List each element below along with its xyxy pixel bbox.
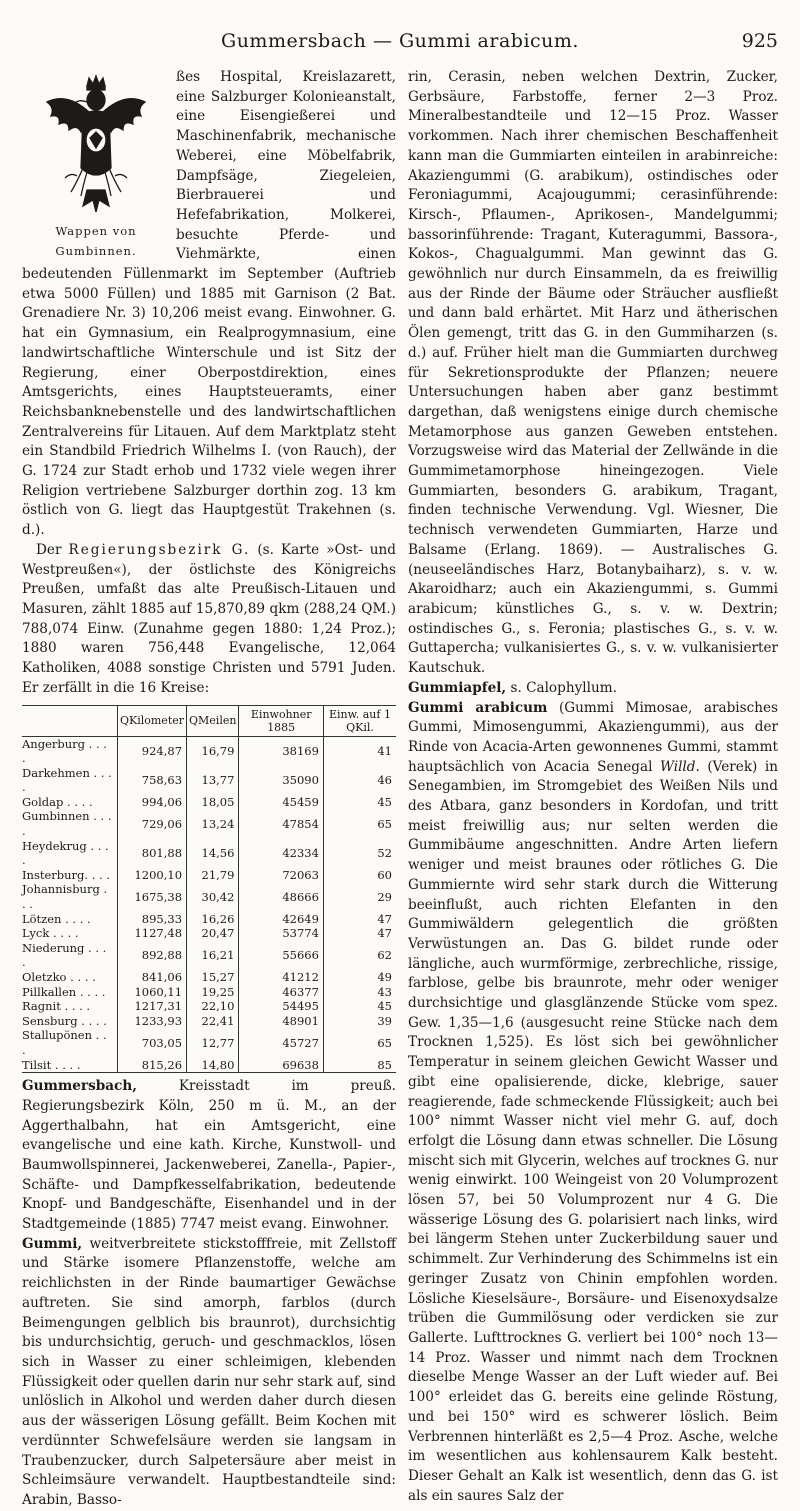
table-cell: Tilsit . . . . xyxy=(22,1058,117,1073)
regierungsbezirk-paragraph xyxy=(22,541,396,699)
table-header-cell xyxy=(22,705,117,736)
entry-lemma: Gummersbach, xyxy=(22,1078,137,1095)
table-cell: 703,05 xyxy=(117,1028,186,1057)
coat-of-arms-caption: Wappen von Gumbinnen. xyxy=(55,224,137,258)
table-row xyxy=(22,970,396,985)
gummiapfel-entry xyxy=(408,679,778,699)
table-cell: 13,77 xyxy=(187,766,239,795)
table-cell: 1060,11 xyxy=(117,985,186,1000)
table-cell: 14,56 xyxy=(187,839,239,868)
entry-text: (Gummi Mimosae, arabisches Gummi, Mimosengummi, Akaziengummi), aus der Rinde von Acacia-Arten gewonnenes Gummi, stammt hauptsächlich von Acacia Senegal xyxy=(408,699,778,775)
table-cell: 53774 xyxy=(239,926,324,941)
table-cell: 758,63 xyxy=(117,766,186,795)
table-row xyxy=(22,809,396,838)
table-cell: 45727 xyxy=(239,1028,324,1057)
table-cell: 46 xyxy=(323,766,396,795)
table-row xyxy=(22,839,396,868)
entry-lemma: Gummi, xyxy=(22,1235,83,1252)
table-cell: 22,41 xyxy=(187,1014,239,1029)
table-cell: 22,10 xyxy=(187,999,239,1014)
table-cell: 29 xyxy=(323,882,396,911)
eagle-coat-of-arms-icon xyxy=(37,72,155,220)
table-cell: 62 xyxy=(323,941,396,970)
table-cell: Lyck . . . . xyxy=(22,926,79,941)
page-number: 925 xyxy=(741,30,778,52)
gummi-entry xyxy=(22,1235,396,1511)
table-cell: 41212 xyxy=(239,970,324,985)
gumbinnen-text: ßes Hospital, Kreislazarett, eine Salzburger Kolonieanstalt, eine Eisengießerei und Maschinenfabrik, mechanische Weberei, eine Möbelfabrik, Dampfsäge, Ziegeleien, Bierbrauerei und Hefefabrikation, Molkerei, besuchte Pferde- und Viehmärkte, einen bedeutenden Füllenmarkt im September (Auftrieb etwa 5000 Füllen) und 1885 mit Garnison (2 Bat. Grenadiere Nr. 3) 10,206 meist evang. Einwohner. G. hat ein Gymnasium, ein Realprogymnasium, eine landwirtschaftliche Winterschule und ist Sitz der Regierung, einer Oberpostdirektion, eines Amtsgerichts, eines Hauptsteueramts, einer Reichsbanknebenstelle und des landwirtschaftlichen Zentralvereins für Litauen. Auf dem Marktplatz steht ein Standbild Friedrich Wilhelms I. (von Rauch), der G. 1724 zur Stadt erhob und 1732 viele wegen ihrer Religion vertriebene Salzburger dorthin zog. 13 km östlich von G. liegt das Hauptgestüt Trakehnen (s. d.). xyxy=(22,69,396,539)
coat-of-arms-figure xyxy=(22,68,170,261)
table-cell: 895,33 xyxy=(117,912,186,927)
table-row xyxy=(22,999,396,1014)
table-cell: 43 xyxy=(323,985,396,1000)
table-row xyxy=(22,795,396,810)
table-cell: 42649 xyxy=(239,912,324,927)
table-cell: 1675,38 xyxy=(117,882,186,911)
table-cell: 1127,48 xyxy=(117,926,186,941)
table-cell: 41 xyxy=(323,736,396,766)
table-cell: 801,88 xyxy=(117,839,186,868)
entry-lemma: Gummiapfel, xyxy=(408,679,507,696)
entry-text: s. Calophyllum. xyxy=(506,679,617,696)
table-cell: 13,24 xyxy=(187,809,239,838)
table-cell: 54495 xyxy=(239,999,324,1014)
table-cell: 16,79 xyxy=(187,736,239,766)
table-cell: 1217,31 xyxy=(117,999,186,1014)
table-cell: Goldap . . . . xyxy=(22,794,93,809)
table-row xyxy=(22,868,396,883)
table-cell: 1200,10 xyxy=(117,868,186,883)
gummi-continuation: rin, Cerasin, neben welchen Dextrin, Zucker, Gerbsäure, Farbstoffe, ferner 2—3 Proz. Mineralbestandteile und 12—15 Proz. Wasser vorkommen. Nach ihrer chemischen Beschaffenheit kann man die Gummiarten einteilen in arabinreiche: Akaziengummi (G. arabikum), ostindisches oder Feroniagummi, Acajougummi; cerasinführende: Kirsch-, Pflaumen-, Aprikosen-, Mandelgummi; bassorinführende: Tragant, Kuteragummi, Bassora-, Kokos-, Chagualgummi. Man gewinnt das G. gewöhnlich nur durch Einsammeln, da es freiwillig aus der Rinde der Bäume oder Sträucher ausfließt und dann bald erhärtet. Mit Harz und ätherischen Ölen gemengt, tritt das G. in den Gummiharzen (s. d.) auf. Früher hielt man die Gummiarten durchweg für Sekretionsprodukte der Pflanzen; neuere Untersuchungen haben aber ganz bestimmt dargethan, daß wenigstens einige durch chemische Metamorphose aus ganzen Geweben entstehen. Vorzugsweise wird das Material der Zellwände in die Gummimetamorphose hineingezogen. Viele Gummiarten, besonders G. arabikum, Tragant, finden technische Verwendung. Vgl. Wiesner, Die technisch verwendeten Gummiarten, Harze und Balsame (Erlang. 1869). — Australisches G. (neuseeländisches Harz, Botanybaiharz), s. v. w. Akaroidharz; auch ein Akaziengummi, s. Gummi arabicum; künstliches G., s. v. w. Dextrin; ostindisches G., s. Feronia; plastisches G., s. v. w. Guttapercha; vulkanisiertes G., s. v. w. vulkanisierter Kautschuk. xyxy=(408,69,778,677)
table-row xyxy=(22,766,396,795)
table-cell: Darkehmen . . . . xyxy=(22,765,112,795)
table-cell: 12,77 xyxy=(187,1028,239,1057)
left-column xyxy=(22,68,396,1511)
table-cell: 52 xyxy=(323,839,396,868)
table-cell: Sensburg . . . . xyxy=(22,1013,107,1028)
table-cell: 841,06 xyxy=(117,970,186,985)
running-title: Gummersbach — Gummi arabicum. xyxy=(221,30,579,52)
spaced-term: Regierungsbezirk G. xyxy=(68,541,251,558)
table-cell: 21,79 xyxy=(187,868,239,883)
table-cell: 35090 xyxy=(239,766,324,795)
table-cell: 45 xyxy=(323,999,396,1014)
table-cell: 85 xyxy=(323,1058,396,1073)
table-cell: 65 xyxy=(323,1028,396,1057)
kreise-table xyxy=(22,705,396,1074)
table-cell: Angerburg . . . . xyxy=(22,736,107,766)
table-row xyxy=(22,1058,396,1073)
text-run: (s. Karte »Ost- und Westpreußen«), der östlichste des Königreichs Preußen, umfaßt das alte Preußisch-Litauen und Masuren, zählt 1885 auf 15,870,89 qkm (288,24 QM.) 788,074 Einw. (Zunahme gegen 1880: 1,24 Proz.); 1880 waren 756,448 Evangelische, 12,064 Katholiken, 4088 sonstige Christen und 5791 Juden. Er zerfällt in die 16 Kreise: xyxy=(22,541,397,696)
table-cell: 38169 xyxy=(239,736,324,766)
table-cell: 16,26 xyxy=(187,912,239,927)
gummersbach-entry xyxy=(22,1077,396,1235)
table-cell: 47854 xyxy=(239,809,324,838)
table-row xyxy=(22,736,396,766)
table-cell: 69638 xyxy=(239,1058,324,1073)
table-cell: 47 xyxy=(323,926,396,941)
table-cell: 924,87 xyxy=(117,736,186,766)
right-column xyxy=(408,68,778,1506)
entry-text: weitverbreitete stickstofffreie, mit Zellstoff und Stärke isomere Pflanzenstoffe, welche am reichlichsten in der Rinde baumartiger Gewächse auftreten. Sie sind amorph, farblos (durch Beimengungen gelblich bis braunrot), durchsichtig bis undurchsichtig, geruch- und geschmacklos, lösen sich in Wasser zu einer schleimigen, klebenden Flüssigkeit oder quellen darin nur sehr stark auf, sind unlöslich in Alkohol und werden daher durch diesen aus der wässerigen Lösung gefällt. Beim Kochen mit verdünnter Schwefelsäure werden sie langsam in Traubenzucker, durch Salpetersäure aber meist in Schleimsäure verwandelt. Hauptbestandteile sind: Arabin, Basso- xyxy=(22,1235,396,1508)
table-cell: 994,06 xyxy=(117,795,186,810)
table-cell: 815,26 xyxy=(117,1058,186,1073)
table-cell: Niederung . . . . xyxy=(22,940,107,970)
table-cell: 1233,93 xyxy=(117,1014,186,1029)
table-cell: 65 xyxy=(323,809,396,838)
table-cell: 72063 xyxy=(239,868,324,883)
entry-text: Kreisstadt im preuß. Regierungsbezirk Köln, 250 m ü. M., an der Aggerthalbahn, hat ein Amtsgericht, eine evangelische und eine kath. Kirche, Kunstwoll- und Baumwollspinnerei, Jackenweberei, Zanella-, Papier-, Schäfte- und Dampfkesselfabrikation, bedeutende Knopf- und Bandgeschäfte, Eisenhandel und in der Stadtgemeinde (1885) 7747 meist evang. Einwohner. xyxy=(22,1078,396,1233)
table-cell: Oletzko . . . . xyxy=(22,970,96,984)
table-cell: 49 xyxy=(323,970,396,985)
author-abbrev: Willd. xyxy=(660,758,700,775)
table-cell: 39 xyxy=(323,1014,396,1029)
table-cell: 15,27 xyxy=(187,970,239,985)
table-cell: 14,80 xyxy=(187,1058,239,1073)
table-cell: 892,88 xyxy=(117,941,186,970)
table-cell: 20,47 xyxy=(187,926,239,941)
table-header-cell: Einw. auf 1 QKil. xyxy=(323,705,396,736)
table-cell: Heydekrug . . . . xyxy=(22,838,109,868)
table-cell: 47 xyxy=(323,912,396,927)
table-cell: 729,06 xyxy=(117,809,186,838)
table-cell: Lötzen . . . . xyxy=(22,911,91,926)
gummi-arabicum-entry xyxy=(408,699,778,1507)
table-cell: 55666 xyxy=(239,941,324,970)
table-cell: 46377 xyxy=(239,985,324,1000)
table-row xyxy=(22,882,396,911)
text-run: Der xyxy=(36,541,69,558)
table-cell: 30,42 xyxy=(187,882,239,911)
table-cell: 48666 xyxy=(239,882,324,911)
table-cell: Ragnit . . . . xyxy=(22,999,91,1014)
page-header xyxy=(22,30,778,60)
entry-text: (Verek) in Senegambien, im Stromgebiet des Weißen Nils und des Atbara, ganz besonders in Kordofan, und tritt meist freiwillig aus; nur selten werden die Gummibäume angeschnitten. Andre Arten liefern weniger und meist braunes oder rötliches G. Die Gummiernte wird sehr stark durch die Witterung beeinflußt, auch richten Elefanten in den Gummiwäldern gelegentlich die größten Verwüstungen an. Das G. bildet runde oder längliche, auch wurmförmige, zerbrechliche, rissige, farblose, gelbe bis braunrote, mehr oder weniger durchsichtige und glasglänzende Stücke vom spez. Gew. 1,35—1,6 (ausgesucht reine Stücke nach dem Trocknen 1,525). Es löst sich bei gewöhnlicher Temperatur in seinem gleichen Gewicht Wasser und gibt eine opalisierende, dicke, klebrige, sauer reagierende, fade schmeckende Flüssigkeit; auch bei 100° nimmt Wasser nicht viel mehr G. auf, doch erfolgt die Lösung dann etwas schneller. Die Lösung mischt sich mit Glycerin, welches auf trocknes G. nur wenig einwirkt. 100 Weingeist von 20 Volumprozent lösen 57, bei 50 Volumprozent nur 4 G. Die wässerige Lösung des G. polarisiert nach links, wird bei längerm Stehen unter Zuckerbildung sauer und schimmelt. Zur Verhinderung des Schimmelns ist ein geringer Zusatz von Chinin empfohlen worden. Lösliche Kieselsäure-, Borsäure- und Eisenoxydsalze trüben die Gummilösung oder verdicken sie zur Gallerte. Lufttrocknes G. verliert bei 100° noch 13—14 Proz. Wasser und nimmt nach dem Trocknen dieselbe Menge Wasser an der Luft wieder auf. Bei 100° erleidet das G. bereits eine gelinde Röstung, und bei 150° wird es schwerer löslich. Beim Verbrennen hinterläßt es 2,5—4 Proz. Asche, welche im wesentlichen aus kohlensaurem Kalk besteht. Dieser Gehalt an Kalk ist wesentlich, denn das G. ist als ein saures Salz der xyxy=(408,758,779,1504)
table-row xyxy=(22,926,396,941)
table-row xyxy=(22,941,396,970)
table-cell: Pillkallen . . . . xyxy=(22,984,106,999)
table-header-cell: QMeilen xyxy=(187,705,239,736)
table-cell: 60 xyxy=(323,868,396,883)
table-cell: 18,05 xyxy=(187,795,239,810)
table-cell: Johannisburg . . . xyxy=(22,882,108,912)
table-cell: Gumbinnen . . . . xyxy=(22,809,112,839)
table-header-cell: QKilometer xyxy=(117,705,186,736)
table-row xyxy=(22,912,396,927)
table-row xyxy=(22,985,396,1000)
table-cell: Stallupönen . . . xyxy=(22,1028,107,1057)
table-header-cell: Einwohner 1885 xyxy=(239,705,324,736)
table-cell: 48901 xyxy=(239,1014,324,1029)
table-cell: 19,25 xyxy=(187,985,239,1000)
entry-lemma: Gummi arabicum xyxy=(408,699,548,716)
table-row xyxy=(22,1028,396,1057)
table-cell: 45459 xyxy=(239,795,324,810)
table-cell: 45 xyxy=(323,795,396,810)
table-row xyxy=(22,1014,396,1029)
table-cell: 16,21 xyxy=(187,941,239,970)
table-cell: 42334 xyxy=(239,839,324,868)
gumbinnen-continuation xyxy=(22,68,396,541)
table-cell: Insterburg. . . . xyxy=(22,867,110,882)
